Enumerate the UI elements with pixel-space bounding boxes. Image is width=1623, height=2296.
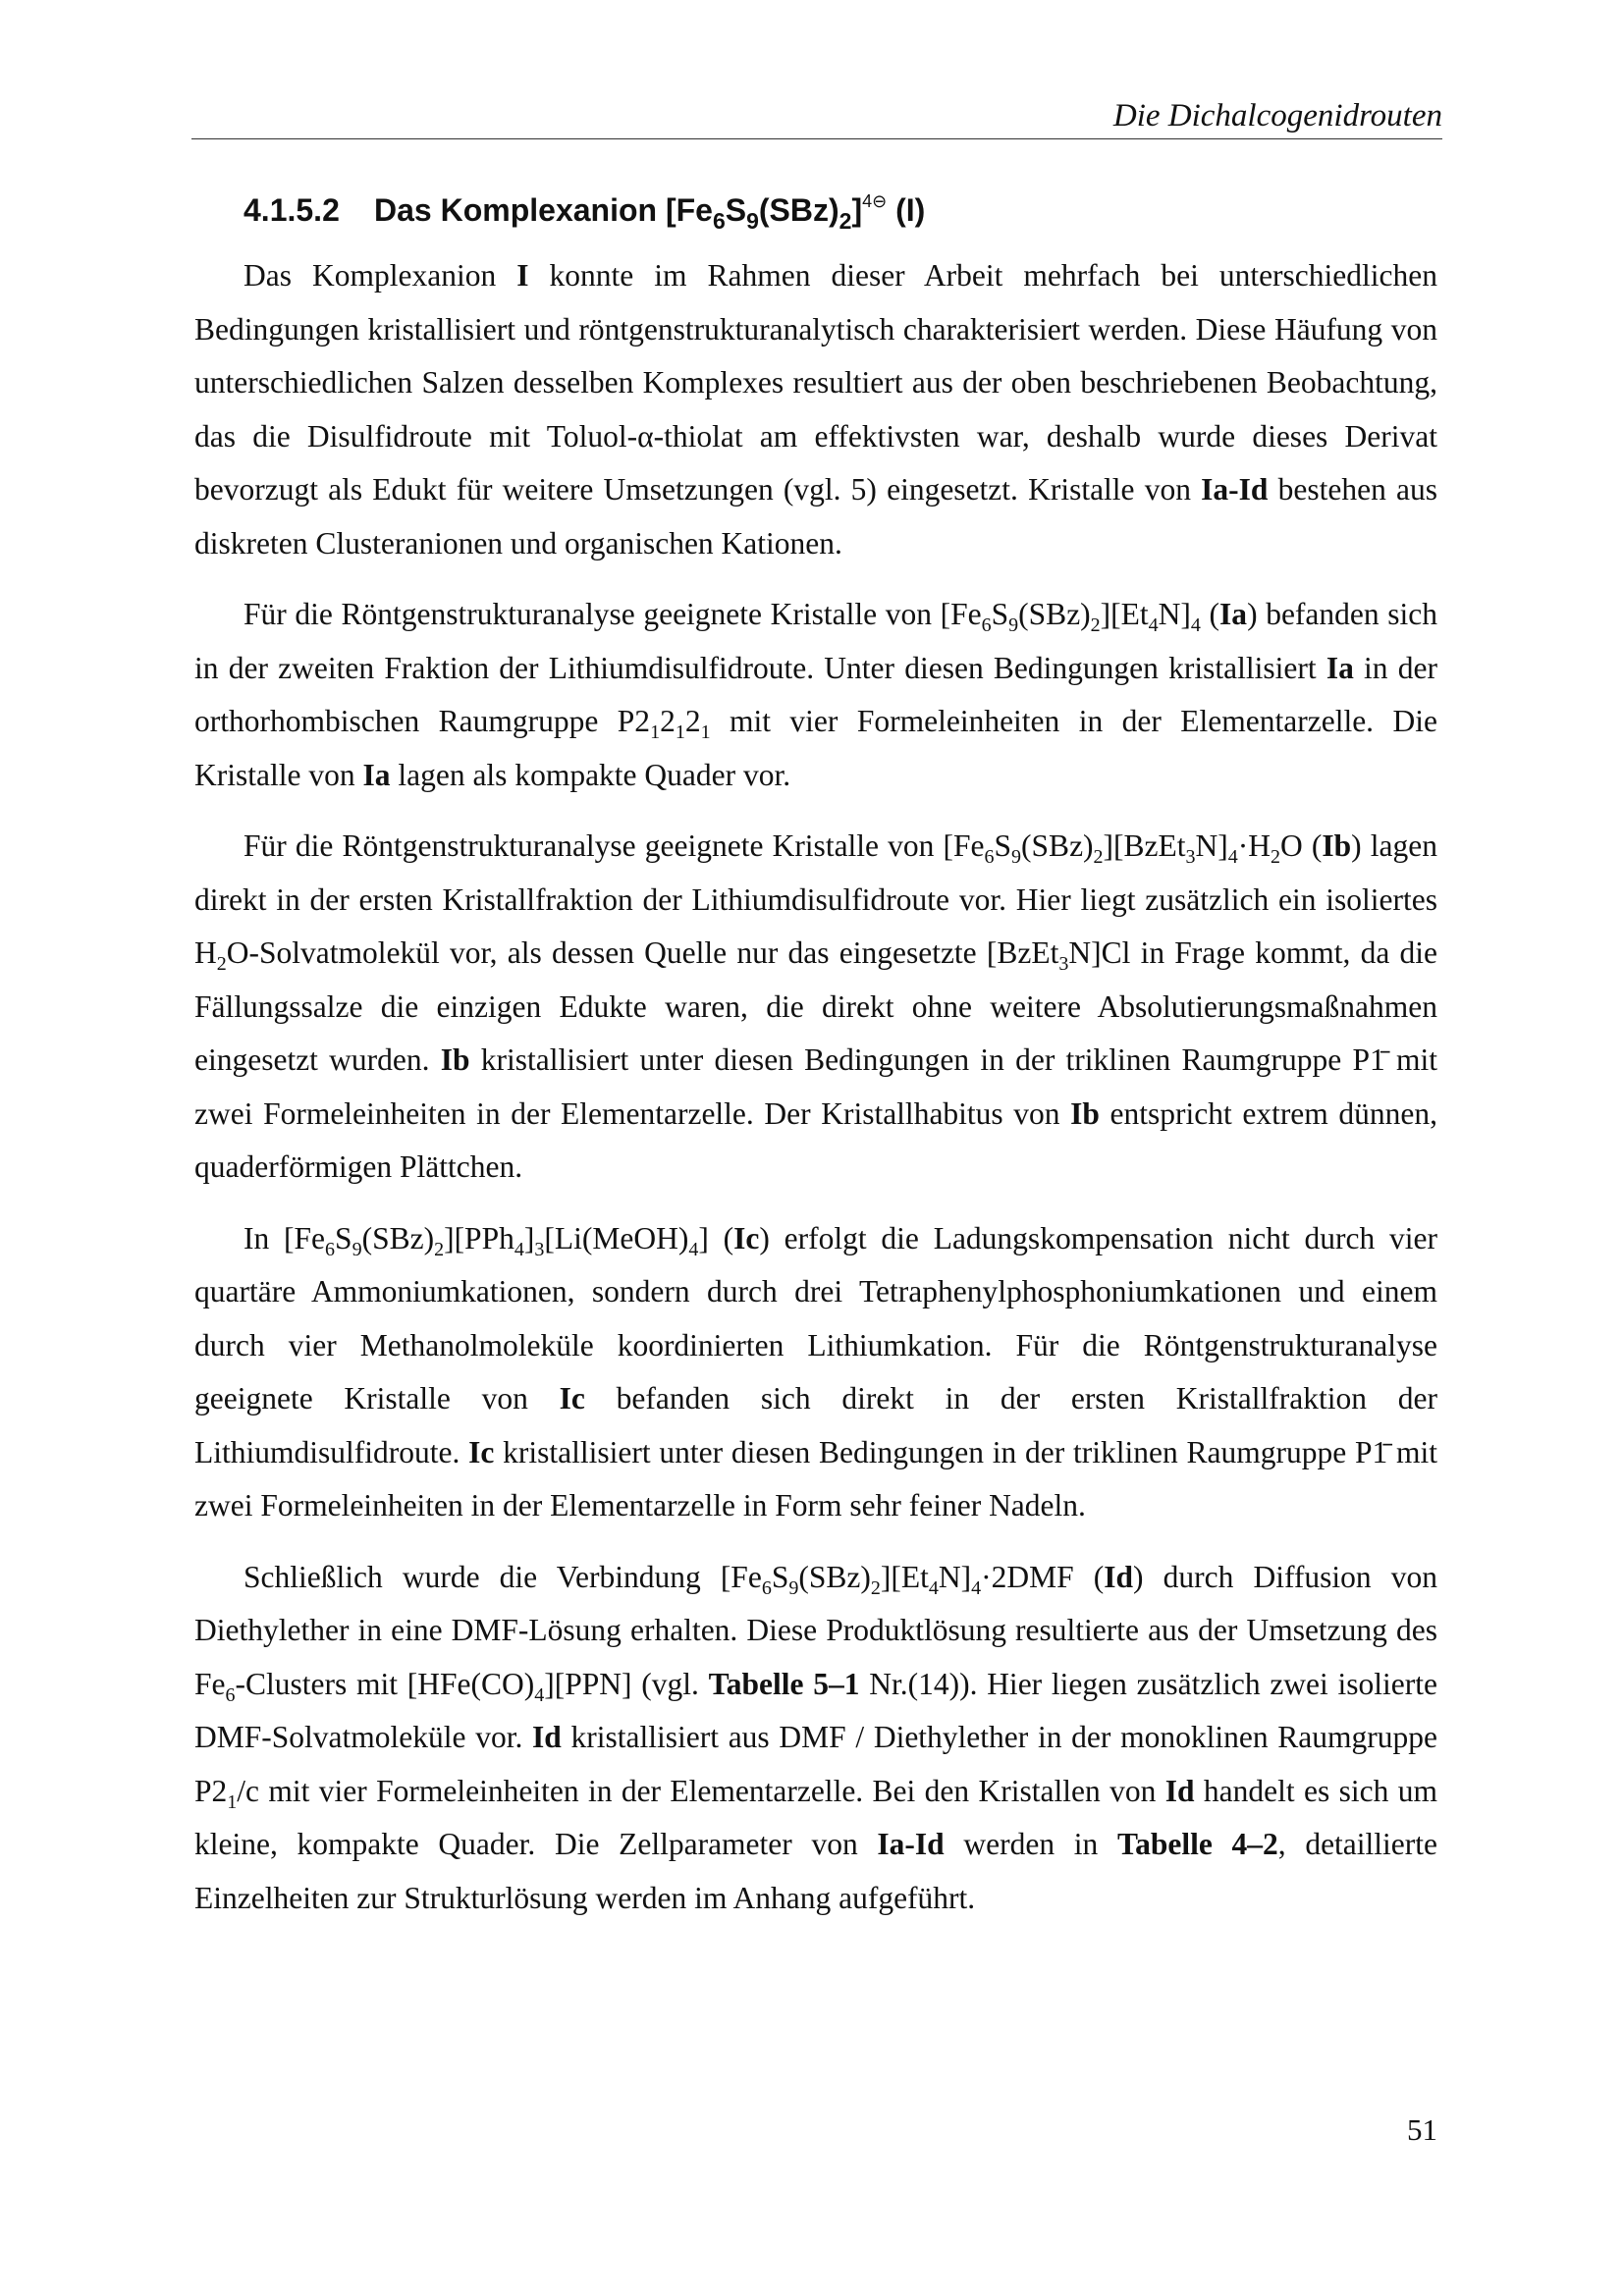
compound-label: Ib — [1070, 1095, 1100, 1131]
subscript: 4 — [534, 1683, 545, 1706]
subscript: 1 — [650, 721, 661, 743]
text-run: , detaillierte Einzelheiten zur Strukturlösung werden im Anhang aufgeführt. — [194, 1827, 1438, 1915]
text-run: ][PPN] (vgl. — [544, 1666, 709, 1701]
text-run: [Li(MeOH) — [544, 1220, 689, 1255]
compound-label: Ic — [733, 1220, 760, 1255]
compound-label: Id — [532, 1720, 562, 1754]
subscript: 2 — [1271, 846, 1281, 868]
text-run: ] — [523, 1220, 535, 1255]
section-title-part: S — [725, 192, 747, 228]
running-head: Die Dichalcogenidrouten — [191, 94, 1442, 139]
text-run: N] — [1195, 828, 1228, 863]
subscript: 2 — [216, 953, 227, 975]
subscript: 4 — [1148, 614, 1159, 636]
text-run: S — [771, 1559, 789, 1594]
text-run: (SBz) — [361, 1220, 435, 1255]
paragraph-id — [194, 1551, 1437, 1926]
text-run: ][BzEt — [1103, 828, 1186, 863]
subscript: 6 — [984, 846, 995, 868]
paragraph-ib — [194, 820, 1437, 1195]
text-run: bestehen aus diskreten Clusteranionen und organischen Kationen. — [194, 472, 1437, 561]
text-run: 2 — [684, 704, 701, 738]
paragraph-ic — [194, 1212, 1437, 1533]
text-run: ) durch Diffusion von Diethylether in eine DMF-Lösung erhalten. Diese Produktlösung resultierte aus der Umsetzung des Fe — [194, 1559, 1437, 1701]
table-reference: Tabelle 5–1 — [708, 1666, 860, 1701]
text-run: In [Fe — [243, 1220, 326, 1255]
compound-label: I — [516, 258, 529, 293]
text-run: (SBz) — [1021, 828, 1094, 863]
text-run: befanden sich direkt in der ersten Kristallfraktion der Lithiumdisulfidroute. — [194, 1381, 1437, 1469]
subscript: 2 — [870, 1576, 881, 1599]
page-number: 51 — [1407, 2112, 1437, 2147]
compound-label: Ia — [1325, 650, 1354, 685]
text-run: O-Solvatmolekül vor, als dessen Quelle nur das eingesetzte [BzEt — [226, 935, 1059, 970]
text-run: ][Et — [880, 1559, 929, 1594]
section-heading — [243, 181, 1437, 241]
section-title-part: Das Komplexanion [Fe — [374, 192, 713, 228]
subscript: 6 — [225, 1683, 236, 1706]
text-run: ] ( — [698, 1220, 734, 1255]
subscript: 4 — [1227, 846, 1238, 868]
table-reference: Tabelle 4–2 — [1116, 1827, 1278, 1861]
text-run: Für die Röntgenstrukturanalyse geeignete Kristalle von [Fe — [243, 597, 982, 631]
subscript: 3 — [1058, 953, 1069, 975]
text-run: kristallisiert unter diesen Bedingungen in der triklinen Raumgruppe P1̄ mit zwei Formeleinheiten in der Elementarzelle in Form sehr feiner Nadeln. — [194, 1434, 1437, 1522]
compound-label: Ia — [1219, 597, 1248, 631]
text-run: werden in — [944, 1827, 1117, 1861]
compound-label: Id — [1104, 1559, 1133, 1594]
page-body — [194, 181, 1437, 1943]
text-run: N]Cl in Frage kommt, da die Fällungssalze die einzigen Edukte waren, die direkt ohne weitere Absolutierungsmaßnahmen eingesetzt wurden. — [194, 935, 1437, 1077]
text-run: S — [994, 828, 1012, 863]
compound-label: Ic — [468, 1434, 495, 1469]
section-title-part: (I) — [887, 192, 926, 228]
compound-label: Ib — [440, 1042, 470, 1077]
text-run: /c mit vier Formeleinheiten in der Elementarzelle. Bei den Kristallen von — [237, 1773, 1165, 1808]
text-run: S — [335, 1220, 352, 1255]
subscript: 6 — [325, 1238, 336, 1260]
text-run: O ( — [1280, 828, 1323, 863]
text-run: kristallisiert aus DMF / Diethylether in der monoklinen Raumgruppe P2 — [194, 1720, 1437, 1808]
compound-label: Ib — [1322, 828, 1352, 863]
text-run: ·H — [1237, 828, 1271, 863]
paragraph-intro — [194, 249, 1437, 570]
text-run: ) befanden sich in der zweiten Fraktion der Lithiumdisulfidroute. Unter diesen Bedingungen kristallisiert — [194, 597, 1437, 685]
subscript: 9 — [788, 1576, 799, 1599]
subscript: 3 — [1185, 846, 1196, 868]
subscript: 6 — [761, 1576, 772, 1599]
text-run: ][Et — [1100, 597, 1149, 631]
text-run: konnte im Rahmen dieser Arbeit mehrfach bei unterschiedlichen Bedingungen kristallisiert und röntgenstrukturanalytisch charakterisiert werden. Diese Häufung von unterschiedlichen Salzen desselben Komplexes resultiert aus der oben beschriebenen Beobachtung, das die Disulfidroute mit Toluol-α-thiolat am effektivsten war, deshalb wurde dieses Derivat bevorzugt als Edukt für weitere Umsetzungen (vgl. 5) eingesetzt. Kristalle von — [194, 258, 1437, 507]
compound-label: Ic — [559, 1381, 585, 1415]
subscript: 1 — [700, 721, 711, 743]
subscript: 4 — [514, 1238, 524, 1260]
text-run: Nr.(14)). Hier liegen zusätzlich zwei isolierte DMF-Solvatmoleküle vor. — [194, 1666, 1437, 1754]
text-run: ][PPh — [444, 1220, 514, 1255]
text-run: Das Komplexanion — [243, 258, 517, 293]
subscript: 2 — [1090, 614, 1101, 636]
subscript: 1 — [675, 721, 685, 743]
text-run: 2 — [660, 704, 676, 738]
compound-label: Ia-Id — [1201, 472, 1269, 507]
paragraph-ia — [194, 588, 1437, 802]
subscript: 4 — [688, 1238, 699, 1260]
text-run: N] — [938, 1559, 972, 1594]
section-title-part: ] — [851, 192, 863, 228]
text-run: N] — [1158, 597, 1191, 631]
section-title-subscript: 2 — [839, 208, 852, 234]
text-run: -Clusters mit [HFe(CO) — [235, 1666, 535, 1701]
subscript: 4 — [971, 1576, 982, 1599]
compound-label: Id — [1164, 1773, 1195, 1808]
compound-label: Ia-Id — [877, 1827, 945, 1861]
subscript: 2 — [1093, 846, 1104, 868]
text-run: ·2DMF ( — [981, 1559, 1105, 1594]
section-title-superscript: 4⊖ — [862, 191, 888, 211]
subscript: 1 — [227, 1790, 238, 1813]
text-run: ) lagen direkt in der ersten Kristallfraktion der Lithiumdisulfidroute vor. Hier liegt zusätzlich ein isoliertes H — [194, 828, 1437, 970]
text-run: (SBz) — [1018, 597, 1091, 631]
subscript: 4 — [1190, 614, 1201, 636]
text-run: (SBz) — [798, 1559, 871, 1594]
compound-label: Ia — [362, 757, 391, 792]
text-run: ( — [1200, 597, 1220, 631]
text-run: Für die Röntgenstrukturanalyse geeignete Kristalle von [Fe — [243, 828, 985, 863]
section-title-subscript: 9 — [746, 208, 759, 234]
text-run: S — [991, 597, 1009, 631]
section-title-subscript: 6 — [712, 208, 726, 234]
subscript: 9 — [1008, 614, 1019, 636]
text-run: entspricht extrem dünnen, quaderförmigen Plättchen. — [194, 1095, 1438, 1184]
section-number: 4.1.5.2 — [243, 192, 340, 228]
text-run: mit vier Formeleinheiten in der Elementarzelle. Die Kristalle von — [194, 704, 1437, 792]
text-run: ) erfolgt die Ladungskompensation nicht durch vier quartäre Ammoniumkationen, sondern durch drei Tetraphenylphosphoniumkationen und einem durch vier Methanolmoleküle koordinierten Lithiumkation. Für die Röntgenstrukturanalyse geeignete Kristalle von — [194, 1220, 1438, 1415]
subscript: 6 — [981, 614, 992, 636]
section-title-part: (SBz) — [758, 192, 839, 228]
text-run: kristallisiert unter diesen Bedingungen in der triklinen Raumgruppe P1̄ mit zwei Formeleinheiten in der Elementarzelle. Der Kristallhabitus von — [194, 1042, 1437, 1131]
text-run: Schließlich wurde die Verbindung [Fe — [243, 1559, 762, 1594]
subscript: 9 — [352, 1238, 362, 1260]
subscript: 3 — [534, 1238, 545, 1260]
text-run: lagen als kompakte Quader vor. — [390, 757, 791, 792]
subscript: 2 — [434, 1238, 445, 1260]
subscript: 4 — [928, 1576, 939, 1599]
text-run: in der orthorhombischen Raumgruppe P2 — [194, 650, 1437, 738]
subscript: 9 — [1011, 846, 1022, 868]
text-run: handelt es sich um kleine, kompakte Quader. Die Zellparameter von — [194, 1773, 1437, 1861]
